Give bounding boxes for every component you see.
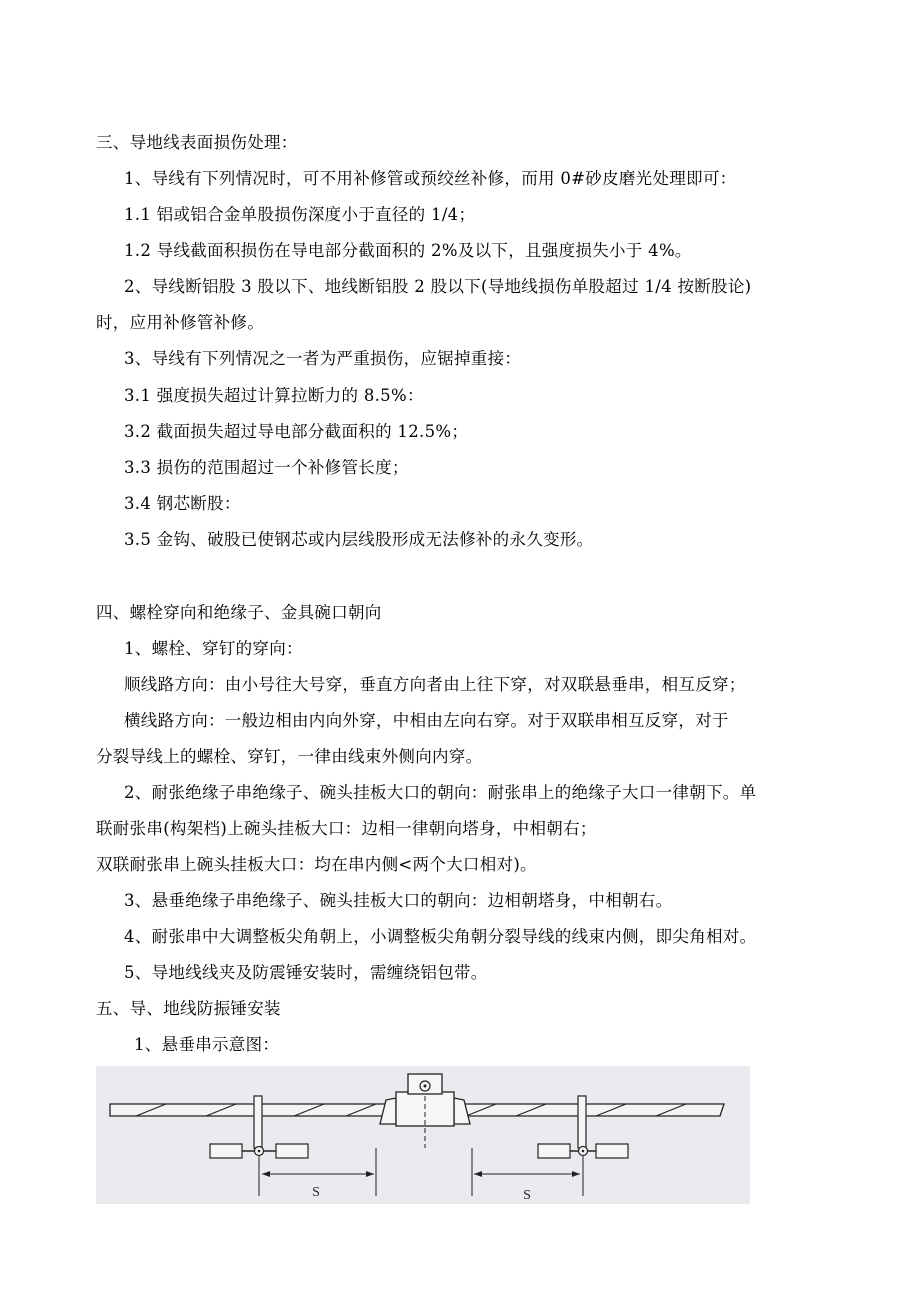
paragraph: 1、悬垂串示意图： — [134, 1035, 280, 1054]
section-5-heading: 五、导、地线防振锤安装 — [96, 999, 281, 1018]
suspension-string-diagram — [96, 1066, 750, 1204]
paragraph: 横线路方向：一般边相由内向外穿，中相由左向右穿。对于双联串相互反穿，对于 — [124, 711, 729, 730]
paragraph: 5、导地线线夹及防震锤安装时，需缠绕铝包带。 — [124, 963, 488, 982]
paragraph: 顺线路方向：由小号往大号穿，垂直方向者由上往下穿，对双联悬垂串，相互反穿； — [124, 675, 746, 694]
dimension-label-right: S — [523, 1188, 531, 1203]
paragraph: 1.1 铝或铝合金单股损伤深度小于直径的 1/4； — [124, 205, 476, 224]
paragraph: 3.3 损伤的范围超过一个补修管长度； — [124, 458, 409, 477]
paragraph: 4、耐张串中大调整板尖角朝上，小调整板尖角朝分裂导线的线束内侧，即尖角相对。 — [124, 927, 757, 946]
paragraph: 分裂导线上的螺栓、穿钉，一律由线束外侧向内穿。 — [96, 747, 483, 766]
paragraph: 1、导线有下列情况时，可不用补修管或预绞丝补修，而用 0#砂皮磨光处理即可： — [124, 169, 737, 188]
paragraph: 联耐张串(构架档)上碗头挂板大口：边相一律朝向塔身，中相朝右； — [96, 819, 597, 838]
paragraph: 3.1 强度损失超过计算拉断力的 8.5%： — [124, 386, 424, 405]
paragraph: 2、导线断铝股 3 股以下、地线断铝股 2 股以下(导地线损伤单股超过 1/4 按断股论) — [124, 277, 752, 296]
paragraph: 3、悬垂绝缘子串绝缘子、碗头挂板大口的朝向：边相朝塔身，中相朝右。 — [124, 891, 673, 910]
paragraph: 3.2 截面损失超过导电部分截面积的 12.5%； — [124, 422, 469, 441]
paragraph: 双联耐张串上碗头挂板大口：均在串内侧<两个大口相对)。 — [96, 855, 537, 874]
paragraph: 3、导线有下列情况之一者为严重损伤，应锯掉重接： — [124, 349, 522, 368]
paragraph: 1、螺栓、穿钉的穿向： — [124, 639, 303, 658]
paragraph: 时，应用补修管补修。 — [96, 313, 264, 332]
section-3-heading: 三、导地线表面损伤处理： — [96, 133, 298, 152]
paragraph: 2、耐张绝缘子串绝缘子、碗头挂板大口的朝向：耐张串上的绝缘子大口一律朝下。单 — [124, 783, 757, 802]
section-4-heading: 四、螺栓穿向和绝缘子、金具碗口朝向 — [96, 603, 382, 622]
dimension-label-left: S — [312, 1185, 320, 1200]
paragraph: 3.5 金钩、破股已使钢芯或内层线股形成无法修补的永久变形。 — [124, 530, 594, 549]
paragraph: 3.4 钢芯断股： — [124, 494, 241, 513]
paragraph: 1.2 导线截面积损伤在导电部分截面积的 2%及以下，且强度损失小于 4%。 — [124, 241, 692, 260]
